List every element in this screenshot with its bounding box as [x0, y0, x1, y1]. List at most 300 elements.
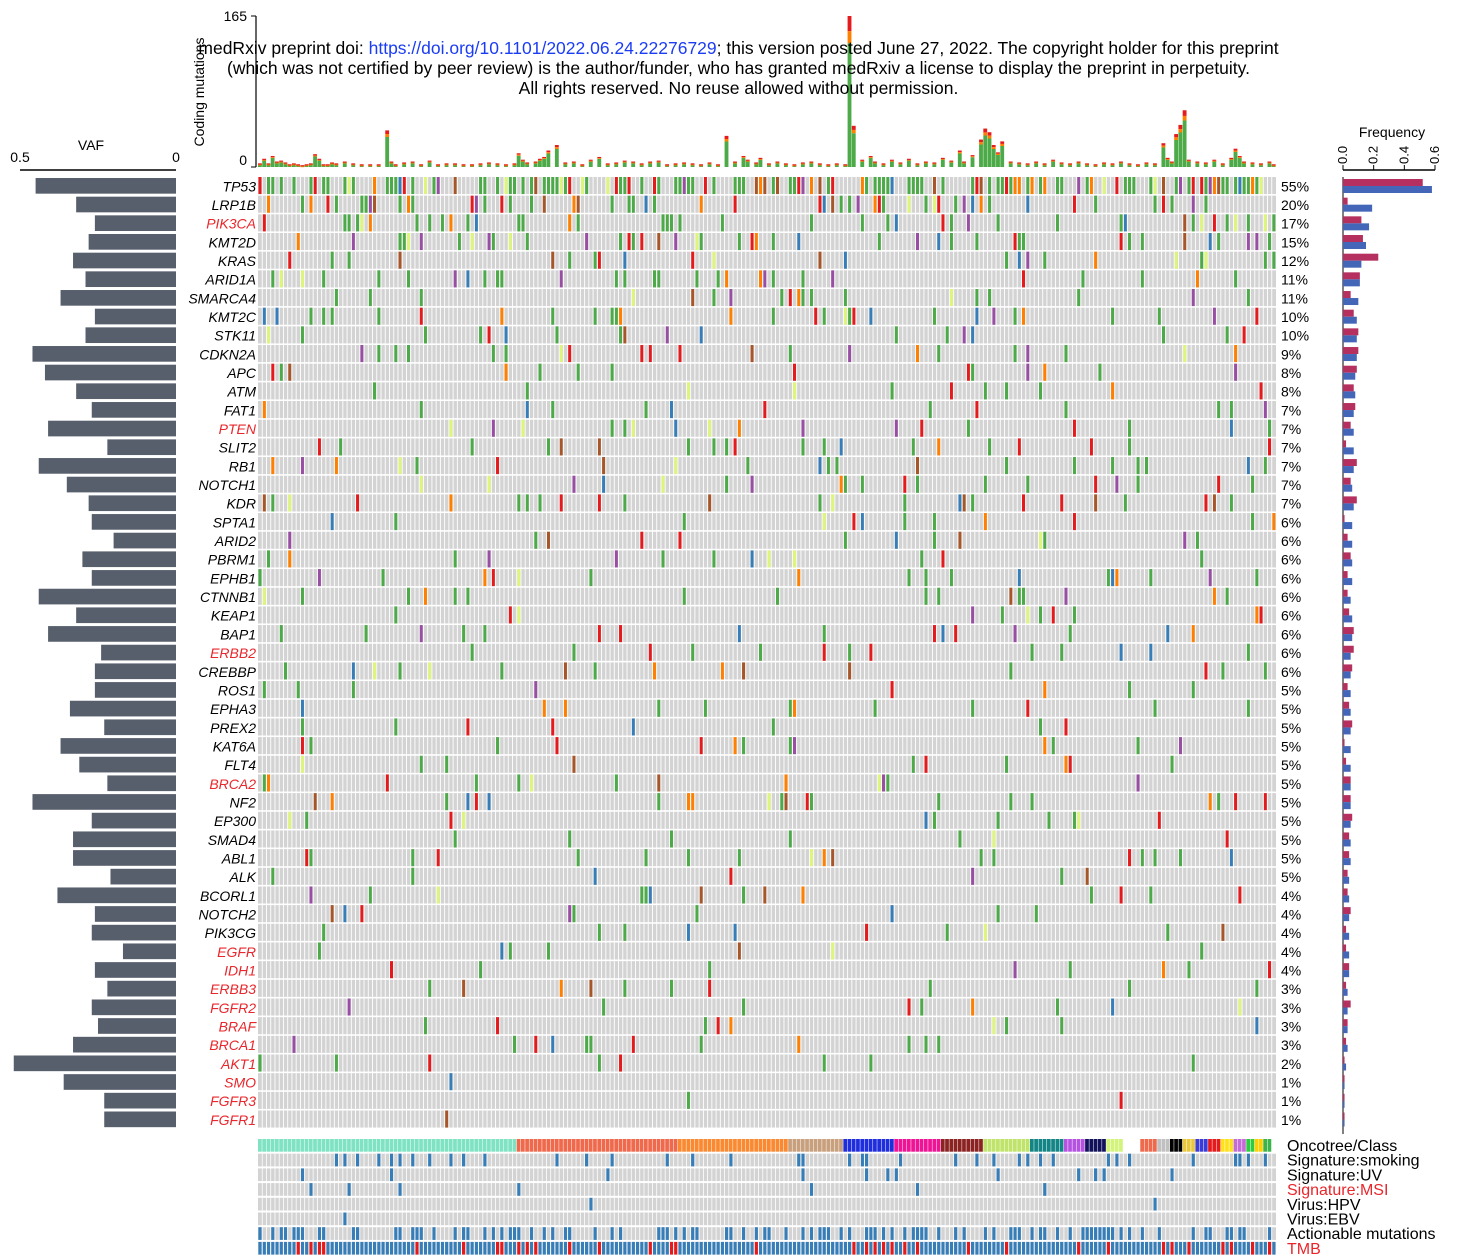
coding-mutation-bar [385, 130, 389, 134]
mutation-cell [521, 177, 524, 194]
coding-mutation-bar [1268, 162, 1272, 163]
tmb-cell [721, 1242, 724, 1255]
mutation-cell [721, 662, 724, 679]
mutation-cell [398, 177, 401, 194]
mutation-cell [611, 308, 614, 325]
gene-label-akt1: AKT1 [220, 1055, 256, 1072]
mutation-cell [852, 308, 855, 325]
tmb-cell [818, 1242, 821, 1255]
mutation-cell [352, 177, 355, 194]
mutation-cell [644, 886, 647, 903]
top-tick-max: 165 [223, 8, 247, 24]
coding-mutation-bar [784, 163, 788, 164]
mutation-cell [971, 364, 974, 381]
mutation-cell [1204, 252, 1207, 269]
mutation-cell [271, 868, 274, 885]
frequency-bar-a-abl1 [1343, 851, 1349, 858]
mutation-cell [488, 476, 491, 493]
mutation-cell [1166, 625, 1169, 642]
mutation-cell [1043, 737, 1046, 754]
vaf-bar-fgfr1 [104, 1112, 176, 1128]
coding-mutation-bar [759, 159, 763, 167]
vaf-bar-arid1a [86, 271, 176, 287]
oncotree-cell [436, 1139, 440, 1152]
coding-mutation-bar [597, 158, 601, 159]
oncotree-cell [631, 1139, 635, 1152]
mutation-cell [907, 196, 910, 213]
mutation-cell [823, 196, 826, 213]
tmb-cell [381, 1242, 384, 1255]
tmb-cell [377, 1242, 380, 1255]
tmb-cell [865, 1242, 868, 1255]
vaf-bar-ephb1 [92, 570, 176, 586]
mutation-cell [432, 177, 435, 194]
coding-mutation-bar [631, 162, 635, 163]
mutation-cell [835, 457, 838, 474]
mutation-cell [1260, 177, 1263, 194]
gene-label-bap1: BAP1 [220, 626, 256, 643]
coding-mutation-bar [1187, 161, 1191, 162]
mutation-cell [865, 924, 868, 941]
coding-mutation-bar [419, 165, 423, 166]
tmb-cell [386, 1242, 389, 1255]
tmb-cell [1238, 1242, 1241, 1255]
gene-label-lrp1b: LRP1B [211, 197, 256, 214]
tmb-cell [700, 1242, 703, 1255]
mutation-cell [301, 196, 304, 213]
vaf-bar-flt4 [79, 757, 176, 773]
coding-mutation-bar [725, 141, 729, 167]
oncotree-cell [890, 1139, 894, 1152]
mutation-cell [598, 924, 601, 941]
mutation-cell [967, 420, 970, 437]
tmb-cell [1001, 1242, 1004, 1255]
oncotree-cell [300, 1139, 304, 1152]
annotation-cell [483, 1227, 486, 1240]
tmb-cell [1158, 1242, 1161, 1255]
mutation-cell [1221, 662, 1224, 679]
mutation-cell [958, 532, 961, 549]
annotation-track-label: Actionable mutations [1287, 1226, 1436, 1244]
gene-label-pik3cg: PIK3CG [204, 925, 256, 942]
coding-mutation-bar [555, 145, 559, 147]
mutation-cell [369, 289, 372, 306]
coding-mutation-bar [648, 162, 652, 163]
gene-label-arid2: ARID2 [214, 533, 256, 550]
mutation-cell [751, 233, 754, 250]
mutation-cell [967, 364, 970, 381]
coding-mutation-bar [1187, 160, 1191, 161]
mutation-cell [674, 420, 677, 437]
mutation-cell [738, 849, 741, 866]
coding-mutation-bar [754, 164, 758, 165]
frequency-bar-b-bap1 [1343, 634, 1352, 641]
annotation-cell [691, 1227, 694, 1240]
mutation-cell [1124, 214, 1127, 231]
mutation-cell [1192, 625, 1195, 642]
tmb-cell [907, 1242, 910, 1255]
mutation-cell [734, 737, 737, 754]
gene-label-cdkn2a: CDKN2A [199, 346, 256, 363]
mutation-cell [1255, 606, 1258, 623]
gene-frequency-brca2: 5% [1281, 775, 1302, 792]
tmb-cell [1268, 1242, 1271, 1255]
tmb-cell [763, 1242, 766, 1255]
frequency-bar-a-apc [1343, 366, 1357, 373]
frequency-bar-a-bap1 [1343, 627, 1354, 634]
oncotree-cell [784, 1139, 788, 1152]
tmb-cell [458, 1242, 461, 1255]
oncotree-cell [1187, 1139, 1191, 1152]
oncotree-cell [423, 1139, 427, 1152]
mutation-cell [483, 177, 486, 194]
coding-mutation-bar [988, 136, 992, 139]
mutation-cell [848, 308, 851, 325]
mutation-cell [1086, 177, 1089, 194]
mutation-cell [500, 662, 503, 679]
mutation-cell [869, 644, 872, 661]
coding-mutation-bar [538, 160, 542, 167]
gene-label-kras: KRAS [217, 253, 256, 270]
oncotree-cell [593, 1139, 597, 1152]
oncotree-cell [903, 1139, 907, 1152]
oncotree-cell [377, 1139, 381, 1152]
gene-frequency-pten: 7% [1281, 421, 1302, 438]
mutation-cell [789, 700, 792, 717]
mutation-cell [746, 457, 749, 474]
frequency-bar-a-pbrm1 [1343, 552, 1351, 559]
mutation-cell [492, 569, 495, 586]
mutation-cell [632, 233, 635, 250]
mutation-cell [365, 196, 368, 213]
coding-mutation-bar [1043, 165, 1047, 166]
mutation-cell [301, 588, 304, 605]
mutation-cell [963, 326, 966, 343]
oncotree-cell [576, 1139, 580, 1152]
coding-mutation-bar [674, 165, 678, 166]
coding-mutation-bar [394, 164, 398, 165]
vaf-bar-brca1 [73, 1037, 176, 1053]
oncotree-cell [1038, 1139, 1042, 1152]
mutation-cell [322, 270, 325, 287]
tmb-cell [988, 1242, 991, 1255]
oncotree-cell [415, 1139, 419, 1152]
annotation-cell [568, 1227, 571, 1240]
coding-mutation-bar [699, 165, 703, 166]
coding-mutation-bar [983, 135, 987, 167]
mutation-cell [602, 998, 605, 1015]
frequency-bar-b-ros1 [1343, 690, 1351, 697]
mutation-cell [1022, 588, 1025, 605]
frequency-bar-a-epha3 [1343, 702, 1349, 709]
gene-frequency-kat6a: 5% [1281, 738, 1302, 755]
mutation-cell [415, 214, 418, 231]
mutation-cell [1141, 233, 1144, 250]
mutation-cell [331, 513, 334, 530]
oncotree-cell [915, 1139, 919, 1152]
mutation-cell [933, 513, 936, 530]
mutation-cell [916, 476, 919, 493]
mutation-cell [623, 326, 626, 343]
mutation-cell [797, 569, 800, 586]
mutation-cell [348, 252, 351, 269]
coding-mutation-bar [1183, 110, 1187, 116]
mutation-cell [305, 812, 308, 829]
coding-mutation-bar [1085, 165, 1089, 166]
mutation-cell [322, 177, 325, 194]
oncotree-cell [296, 1139, 300, 1152]
tmb-cell [937, 1242, 940, 1255]
annotation-cell [865, 1168, 868, 1181]
mutation-cell [331, 793, 334, 810]
mutation-cell [1018, 177, 1021, 194]
mutation-cell [924, 756, 927, 773]
coding-mutation-bar [1000, 144, 1004, 146]
coding-mutation-bar [869, 157, 873, 158]
oncotree-cell [1149, 1139, 1153, 1152]
coding-mutation-bar [915, 163, 919, 164]
mutation-cell [615, 550, 618, 567]
tmb-cell [1255, 1242, 1258, 1255]
oncotree-cell [661, 1139, 665, 1152]
annotation-cell [916, 1183, 919, 1196]
oncotree-cell [1234, 1139, 1238, 1152]
tmb-cell [1060, 1242, 1063, 1255]
mutation-cell [390, 961, 393, 978]
gene-frequency-fat1: 7% [1281, 402, 1302, 419]
tmb-cell [1111, 1242, 1114, 1255]
mutation-cell [611, 364, 614, 381]
mutation-cell [1056, 177, 1059, 194]
oncotree-cell [479, 1139, 483, 1152]
frequency-bar-a-ephb1 [1343, 571, 1348, 578]
vaf-bar-slit2 [107, 439, 176, 455]
coding-mutation-bar [542, 159, 546, 167]
mutation-cell [801, 886, 804, 903]
frequency-bar-a-brca1 [1343, 1038, 1346, 1045]
frequency-bar-b-nf2 [1343, 802, 1351, 809]
mutation-cell [971, 494, 974, 511]
mutation-cell [309, 177, 312, 194]
annotation-cell [483, 1154, 486, 1167]
coding-mutation-bar [1238, 157, 1242, 158]
oncotree-cell [1178, 1139, 1182, 1152]
mutation-cell [331, 905, 334, 922]
mutation-cell [712, 289, 715, 306]
gene-label-notch1: NOTCH1 [198, 477, 256, 494]
annotation-cell [297, 1227, 300, 1240]
mutation-cell [1052, 606, 1055, 623]
doi-link[interactable]: https://doi.org/10.1101/2022.06.24.22276729 [368, 38, 717, 58]
coding-mutation-bar [657, 161, 661, 162]
tmb-cell [606, 1242, 609, 1255]
frequency-bar-b-flt4 [1343, 765, 1351, 772]
gene-label-ep300: EP300 [213, 813, 256, 830]
mutation-cell [810, 849, 813, 866]
oncotree-cell [958, 1139, 962, 1152]
oncotree-cell [1115, 1139, 1119, 1152]
annotation-cell [292, 1227, 295, 1240]
mutation-cell [1030, 644, 1033, 661]
mutation-cell [755, 233, 758, 250]
mutation-cell [1120, 644, 1123, 661]
mutation-cell [581, 177, 584, 194]
mutation-cell [1268, 420, 1271, 437]
mutation-cell [623, 494, 626, 511]
mutation-cell [411, 177, 414, 194]
tmb-cell [780, 1242, 783, 1255]
oncotree-cell [911, 1139, 915, 1152]
coding-mutation-bar [1195, 163, 1199, 164]
mutation-cell [466, 793, 469, 810]
oncotree-cell [1200, 1139, 1204, 1152]
mutation-cell [823, 1054, 826, 1071]
oncotree-cell [644, 1139, 648, 1152]
gene-frequency-idh1: 4% [1281, 962, 1302, 979]
mutation-cell [1145, 457, 1148, 474]
mutation-cell [1064, 588, 1067, 605]
mutation-cell [980, 177, 983, 194]
vaf-bar-spta1 [92, 514, 176, 530]
mutation-cell [869, 308, 872, 325]
mutation-cell [988, 289, 991, 306]
mutation-cell [700, 233, 703, 250]
annotation-cell [810, 1183, 813, 1196]
vaf-bar-apc [45, 365, 176, 381]
mutation-cell [734, 924, 737, 941]
tmb-cell [1081, 1242, 1084, 1255]
oncotree-cell [1000, 1139, 1004, 1152]
oncotree-cell [1238, 1139, 1242, 1152]
tmb-cell [411, 1242, 414, 1255]
annotation-cell [784, 1227, 787, 1240]
tmb-cell [538, 1242, 541, 1255]
mutation-cell [831, 270, 834, 287]
oncotree-cell [1242, 1139, 1246, 1152]
tmb-cell [831, 1242, 834, 1255]
mutation-cell [903, 513, 906, 530]
mutation-cell [263, 588, 266, 605]
mutation-cell [1192, 214, 1195, 231]
mutation-cell [547, 532, 550, 549]
coding-mutation-bar [1085, 163, 1089, 164]
mutation-cell [793, 550, 796, 567]
mutation-cell [534, 177, 537, 194]
oncotree-cell [856, 1139, 860, 1152]
mutation-cell [1124, 494, 1127, 511]
annotation-cell [899, 1154, 902, 1167]
mutation-cell [488, 233, 491, 250]
gene-frequency-stk11: 10% [1281, 327, 1310, 344]
oncotree-cell [1077, 1139, 1081, 1152]
gene-frequency-crebbp: 6% [1281, 663, 1302, 680]
mutation-cell [343, 177, 346, 194]
frequency-bar-b-fat1 [1343, 410, 1354, 417]
coding-mutation-bar [1234, 151, 1238, 152]
oncotree-cell [1263, 1139, 1267, 1152]
annotation-cell [1119, 1227, 1122, 1240]
coding-mutation-bar [962, 162, 966, 163]
mutation-cell [615, 177, 618, 194]
tmb-cell [314, 1242, 317, 1255]
tmb-cell [280, 1242, 283, 1255]
coding-mutation-bar [971, 155, 975, 156]
mutation-cell [1187, 961, 1190, 978]
coding-mutation-bar [674, 163, 678, 164]
mutation-cell [466, 718, 469, 735]
mutation-cell [394, 345, 397, 362]
coding-mutation-bar [546, 151, 550, 153]
mutation-cell [513, 1036, 516, 1053]
annotation-cell [848, 1154, 851, 1167]
mutation-cell [377, 345, 380, 362]
annotation-cell [755, 1227, 758, 1240]
gene-frequency-kmt2c: 10% [1281, 309, 1310, 326]
mutation-cell [793, 364, 796, 381]
annotation-cell [865, 1154, 868, 1167]
vaf-bar-ros1 [95, 682, 176, 698]
tmb-cell [1035, 1242, 1038, 1255]
oncotree-cell [937, 1139, 941, 1152]
mutation-cell [386, 774, 389, 791]
mutation-cell [1120, 1092, 1123, 1109]
mutation-cell [301, 457, 304, 474]
coding-mutation-bar [1183, 116, 1187, 121]
tmb-cell [1107, 1242, 1110, 1255]
mutation-cell [360, 905, 363, 922]
annotation-cell [996, 1168, 999, 1181]
mutation-cell [1234, 345, 1237, 362]
mutation-cell [309, 886, 312, 903]
mutation-cell [555, 177, 558, 194]
frequency-bar-b-ctnnb1 [1343, 597, 1351, 604]
oncotree-cell [966, 1139, 970, 1152]
mutation-cell [526, 233, 529, 250]
mutation-cell [369, 196, 372, 213]
annotation-cell [271, 1227, 274, 1240]
mutation-cell [1064, 756, 1067, 773]
mutation-cell [1183, 345, 1186, 362]
coding-mutation-bar [882, 165, 886, 166]
oncotree-cell [682, 1139, 686, 1152]
oncotree-cell [742, 1139, 746, 1152]
annotation-cell [954, 1154, 957, 1167]
mutation-cell [988, 196, 991, 213]
tmb-cell [364, 1242, 367, 1255]
mutation-cell [623, 270, 626, 287]
frequency-bar-a-rb1 [1343, 459, 1357, 466]
oncotree-cell [949, 1139, 953, 1152]
frequency-bar-b-rb1 [1343, 466, 1354, 473]
mutation-cell [1213, 214, 1216, 231]
gene-frequency-epha3: 5% [1281, 701, 1302, 718]
coding-mutation-bar [792, 165, 796, 166]
gene-frequency-kdr: 7% [1281, 495, 1302, 512]
coding-mutation-bar [589, 161, 593, 162]
coding-mutation-bar [971, 156, 975, 157]
mutation-cell [305, 849, 308, 866]
gene-label-apc: APC [227, 365, 256, 382]
mutation-cell [1272, 214, 1275, 231]
tmb-cell [322, 1242, 325, 1255]
frequency-bar-a-arid2 [1343, 534, 1348, 541]
mutation-cell [780, 289, 783, 306]
mutation-cell [611, 196, 614, 213]
mutation-cell [1209, 569, 1212, 586]
mutation-cell [411, 868, 414, 885]
annotation-cell [555, 1154, 558, 1167]
mutation-cell [857, 196, 860, 213]
